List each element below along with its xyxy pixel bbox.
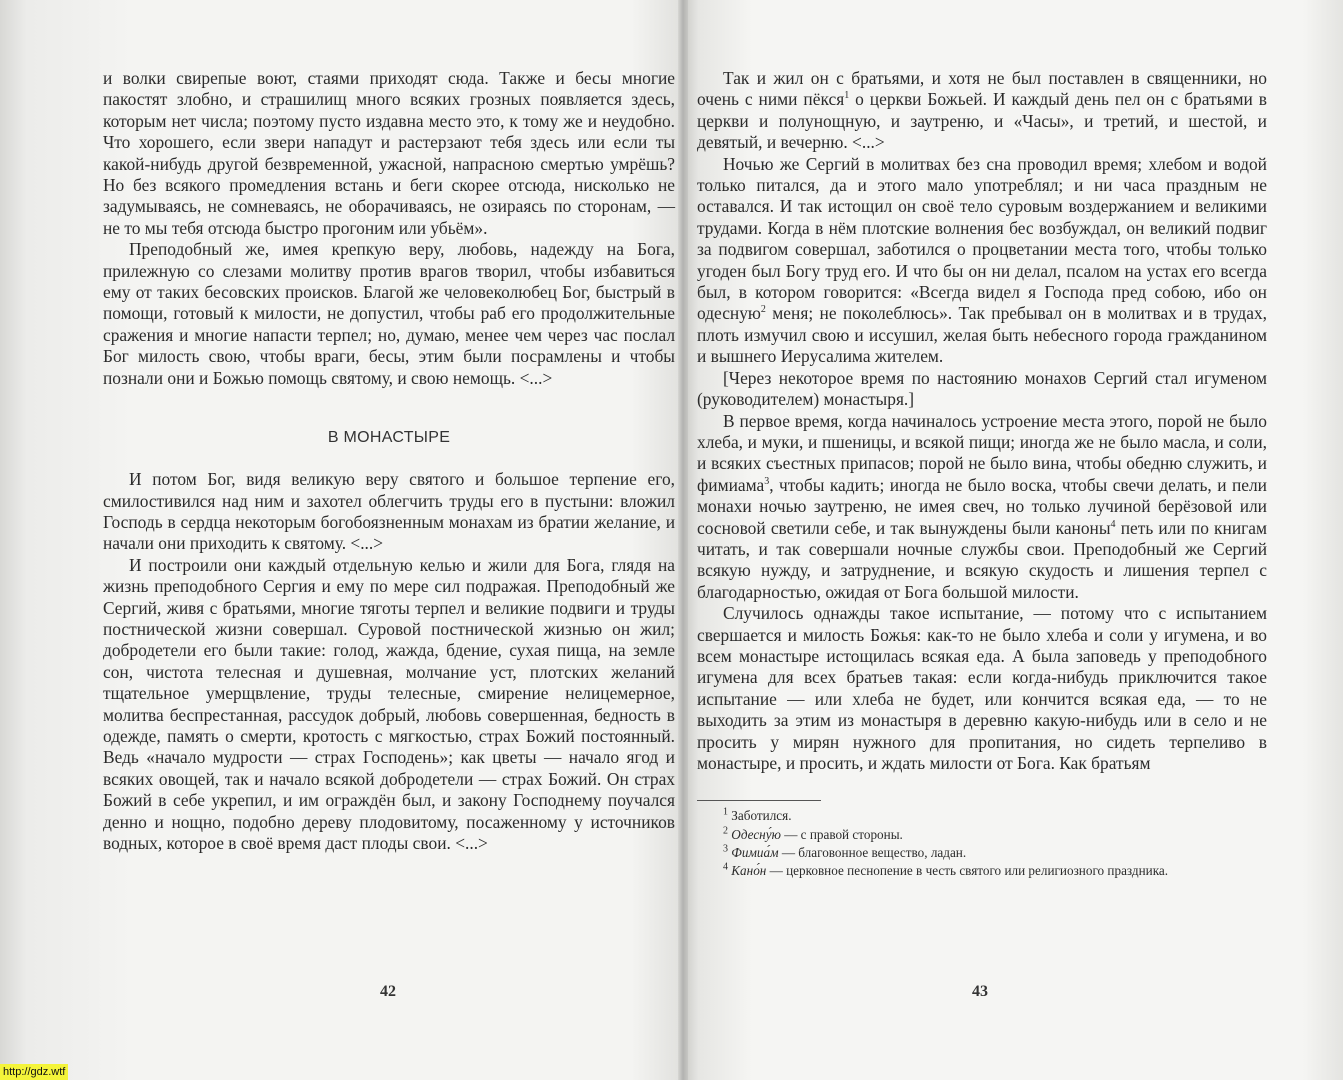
footnote-ref: 2 (760, 304, 766, 316)
page-number-right: 43 (972, 983, 988, 1000)
paragraph (697, 411, 1267, 604)
footnote-number: 4 (723, 861, 728, 873)
footnote (697, 826, 1267, 844)
footnote-text: — с правой стороны. (780, 826, 903, 842)
footnote (697, 807, 1267, 825)
text-span: Так и жил он с братьями, и хотя не был поставлен в священники, но очень с ними пёкся (697, 68, 1267, 110)
footnote (697, 862, 1267, 880)
footnote-ref: 3 (764, 475, 770, 487)
paragraph: и волки свирепые воют, стаями приходят сюда. Также и бесы многие пакостят злобно, и страшилищ много всяких грозных появляется здесь, которым нет числа; поэтому пусто издавна место это, к тому же и неудобно. Что хорошего, если звери нападут и растерзают тебя здесь или если ты какой-нибудь другой безвременной, ужасной, напрасною смертью умрёшь? Но без всякого промедления встань и беги скорее отсюда, нисколько не задумываясь, не сомневаясь, не оборачиваясь, не озираясь по сторонам, — не то мы тебя отсюда быстро прогоним или убьём». (103, 68, 675, 238)
paragraph: [Через некоторое время по настоянию монахов Сергий стал игуменом (руководителем) монастыря.] (697, 367, 1267, 410)
text-span: , чтобы кадить; иногда не было воска, чтобы свечи делать, и пели монахи ночью заутреню, не имея свеч, но только лучиной берёзовой или сосновой светили себе, и так вынуждены были каноны (697, 474, 1267, 538)
text-span: В первое время, когда начиналось устроение места этого, порой не было хлеба, и муки, и пшеницы, и всякой пищи; иногда же не было масла, и соли, и всяких съестных припасов; порой не было вина, чтобы обедню служить, и фимиама (697, 410, 1267, 495)
footnotes (697, 800, 1267, 880)
text-span: Ночью же Сергий в молитвах без сна проводил время; хлебом и водой только питался, да и этого мало употреблял; и ни часа праздным не оставался. И так истощил он своё тело суровым воздержанием и великими трудами. Когда в нём плотские волнения бес возбуждал, он великий подвиг за подвигом совершал, заботился о процветании места того, чтобы только угоден был Богу труд его. И что бы он ни делал, псалом на устах его всегда был, в котором говорится: «Всегда видел я Господа пред собою, ибо он одесную (697, 153, 1267, 324)
footnote-ref: 1 (844, 90, 850, 102)
footnote-term: Кано́н (731, 863, 767, 879)
footnote-text: — благовонное вещество, ладан. (778, 844, 967, 860)
text-span: петь или по книгам читать, и так совершали ночные службы свои. Преподобный же Сергий всякую нужду, и затруднение, и всякую скудость и лишения терпел с благодарностью, ожидая от Бога большой милости. (697, 517, 1267, 602)
paragraph: И потом Бог, видя великую веру святого и большое терпение его, смилостивился над ним и захотел облегчить труды его в пустыни: вложил Господь в сердца некоторым богобоязненным монахам из братии желание, и начали они приходить к святому. <...> (103, 469, 675, 554)
footnote-ref: 4 (1110, 518, 1116, 530)
watermark-link[interactable]: http://gdz.wtf (0, 1064, 68, 1080)
text-span: меня; не поколеблюсь». Так пребывал он в молитвах и в трудах, плоть измучил свою и иссушил, желая быть небесного города гражданином и вышнего Иерусалима жителем. (697, 303, 1267, 367)
footnote (697, 844, 1267, 862)
footnote-number: 1 (723, 807, 728, 819)
paragraph: Случилось однажды такое испытание, — потому что с испытанием свершается и милость Божья: как-то не было хлеба и соли у игумена, и во всем монастыре истощилась всякая еда. А была заповедь у преподобного игумена для всех братьев такая: если когда-нибудь приключится такое испытание — или хлеба не будет, или кончится всякая еда, — то не выходить за этим из монастыря в деревню какую-нибудь или в село и не просить у мирян нужного для пропитания, но сидеть терпеливо в монастыре, и просить, и ждать милости от Бога. Как братьям (697, 603, 1267, 773)
right-page (697, 68, 1267, 880)
footnote-number: 3 (723, 843, 728, 855)
paragraph (697, 154, 1267, 368)
text-span: о церкви Божьей. И каждый день пел он с братьями в церкви и полунощную, и заутреню, и «Часы», и третий, и шестой, и девятый, и вечерню. <...> (697, 89, 1267, 153)
book-spine (678, 0, 688, 1080)
footnote-term: Одесну́ю (731, 826, 781, 842)
paragraph: И построили они каждый отдельную келью и жили для Бога, глядя на жизнь преподобного Сергия и ему по мере сил подражая. Преподобный же Сергий, живя с братьями, многие тяготы терпел и великие подвиги и труды постнической жизни совершал. Суровой постнической жизнью он жил; добродетели его были такие: голод, жажда, бдение, сухая пища, на земле сон, чистота телесная и душевная, молчание уст, плотских желаний тщательное умерщвление, труды телесные, смирение нелицемерное, молитва беспрестанная, рассудок добрый, любовь совершенная, бедность в одежде, память о смерти, кротость с мягкостью, страх Божий постоянный. Ведь «начало мудрости — страх Господень»; как цветы — начало ягод и всяких овощей, так и начало всякой добродетели — страх Божий. Он страх Божий в себе укрепил, и им ограждён был, и закону Господнему поучался денно и нощно, подобно дереву плодовитому, посаженному у источников водных, которое в своё время даст плоды свои. <...> (103, 554, 675, 853)
section-heading: В МОНАСТЫРЕ (327, 429, 451, 447)
left-page (103, 68, 675, 854)
footnote-number: 2 (723, 825, 728, 837)
footnote-divider (697, 800, 821, 801)
footnote-text: Заботился. (731, 808, 792, 824)
paragraph (697, 68, 1267, 154)
paragraph: Преподобный же, имея крепкую веру, любовь, надежду на Бога, прилежную со слезами молитву против врагов творил, чтобы избавиться ему от таких бесовских происков. Благой же человеколюбец Бог, быстрый в помощи, готовый к милости, не допустил, чтобы раб его продолжительные сражения и многие напасти терпел; но, думаю, менее чем через час послал Бог милость свою, чтобы враги, бесы, этим были посрамлены и чтобы познали они и Божью помощь святому, и свою немощь. <...> (103, 239, 675, 388)
footnote-text: — церковное песнопение в честь святого или религиозного праздника. (766, 863, 1169, 879)
page-number-left: 42 (380, 983, 396, 1000)
footnote-term: Фимиа́м (731, 844, 779, 860)
